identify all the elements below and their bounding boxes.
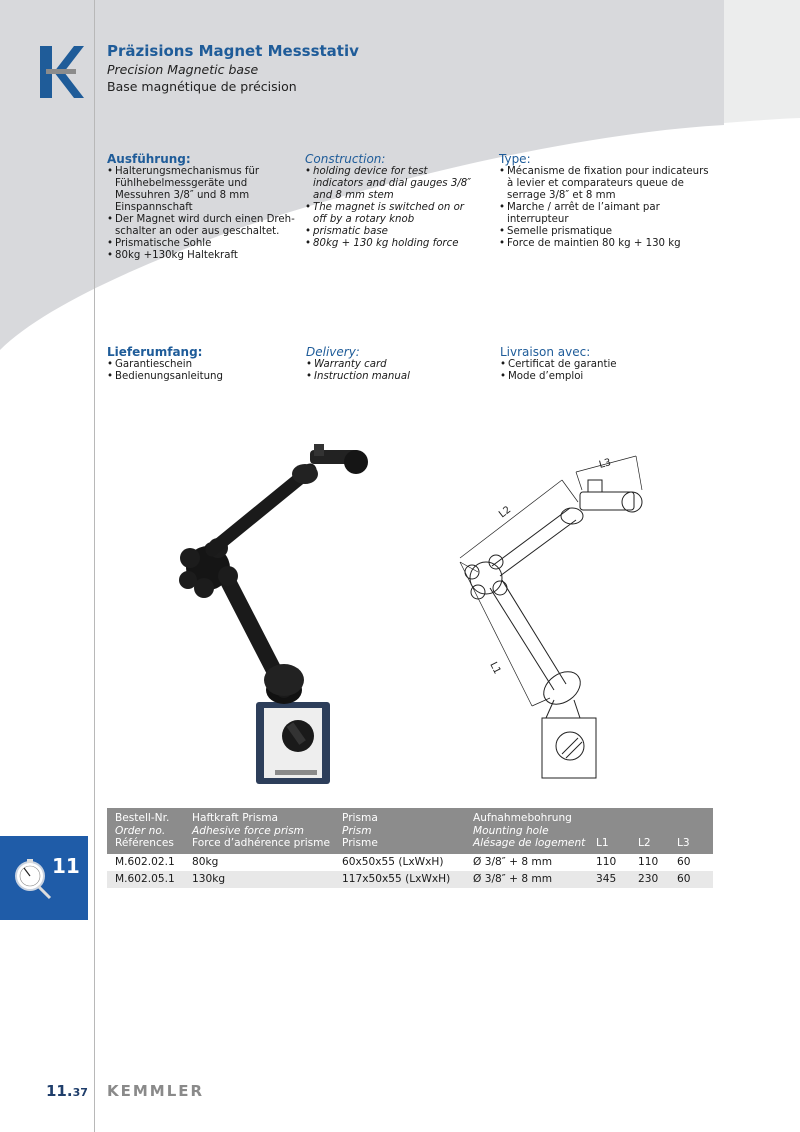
list-item: • 80kg +130kg Haltekraft: [107, 250, 297, 262]
construction-fr: [499, 152, 714, 250]
page-number: 11.37: [46, 1082, 88, 1100]
delivery-en: [306, 345, 478, 383]
list-item: • Instruction manual: [306, 371, 478, 383]
list-item: • Semelle prismatique: [499, 226, 714, 238]
header-l1: L1: [596, 837, 609, 849]
product-photo: [160, 440, 380, 790]
header-l3: L3: [677, 837, 690, 849]
list-item: • Warranty card: [306, 359, 478, 371]
table-header: [107, 808, 713, 854]
list-item: • Force de maintien 80 kg + 130 kg: [499, 238, 714, 250]
header-hole: Aufnahmebohrung Mounting hole Alésage de logement: [473, 812, 586, 849]
table-row: M.602.05.1 130kg 117x50x55 (LxWxH) Ø 3/8″ + 8 mm 345 230 60: [107, 871, 713, 888]
list-item: • Prismatische Sohle: [107, 238, 297, 250]
construction-de: [107, 152, 297, 262]
margin-line: [94, 0, 95, 1132]
list-item: • Certificat de garantie: [500, 359, 715, 371]
dial-gauge-icon: [12, 858, 54, 900]
list-item: • Garantieschein: [107, 359, 297, 371]
technical-drawing: [450, 450, 670, 790]
delivery-fr: [500, 345, 715, 383]
delivery-de: [107, 345, 297, 383]
construction-heading-de: Ausführung:: [107, 152, 191, 166]
list-item: • 80kg + 130 kg holding force: [305, 238, 477, 250]
brand-name: KEMMLER: [107, 1082, 205, 1100]
header-force: Haftkraft Prisma Adhesive force prism Force d’adhérence prisme: [192, 812, 331, 849]
product-title-block: [107, 42, 359, 95]
construction-heading-en: Construction:: [305, 152, 386, 166]
list-item: • Halterungsmechanismus für Fühlhebelmessgeräte und Messuhren 3/8″ und 8 mm Einspannschaft: [107, 166, 297, 214]
dimension-label-l2: L2: [497, 504, 514, 521]
delivery-heading-fr: Livraison avec:: [500, 345, 591, 359]
product-table: [107, 808, 713, 888]
list-item: • holding device for test indicators and dial gauges 3/8″ and 8 mm stem: [305, 166, 477, 202]
chapter-tab[interactable]: [0, 836, 88, 920]
list-item: • Mécanisme de fixation pour indicateurs à levier et comparateurs queue de serrage 3/8″ et 8 mm: [499, 166, 714, 202]
title-de: Präzisions Magnet Messstativ: [107, 42, 359, 60]
list-item: • Mode d’emploi: [500, 371, 715, 383]
list-item: • Der Magnet wird durch einen Dreh-schalter an oder aus geschaltet.: [107, 214, 297, 238]
kemmler-k-logo: [40, 46, 84, 98]
list-item: • Bedienungsanleitung: [107, 371, 297, 383]
delivery-heading-en: Delivery:: [306, 345, 360, 359]
delivery-heading-de: Lieferumfang:: [107, 345, 203, 359]
list-item: • prismatic base: [305, 226, 477, 238]
dimension-label-l1: L1: [487, 660, 503, 676]
list-item: • Marche / arrêt de l’aimant par interrupteur: [499, 202, 714, 226]
construction-heading-fr: Type:: [499, 152, 531, 166]
list-item: • The magnet is switched on or off by a rotary knob: [305, 202, 477, 226]
construction-en: [305, 152, 477, 250]
header-order: Bestell-Nr. Order no. Références: [115, 812, 174, 849]
chapter-number: 11: [52, 854, 80, 878]
header-prism: Prisma Prism Prisme: [342, 812, 378, 849]
header-l2: L2: [638, 837, 651, 849]
dimension-label-l3: L3: [597, 457, 613, 471]
title-en: Precision Magnetic base: [107, 62, 259, 77]
table-row: M.602.02.1 80kg 60x50x55 (LxWxH) Ø 3/8″ + 8 mm 110 110 60: [115, 856, 691, 868]
title-fr: Base magnétique de précision: [107, 79, 297, 94]
